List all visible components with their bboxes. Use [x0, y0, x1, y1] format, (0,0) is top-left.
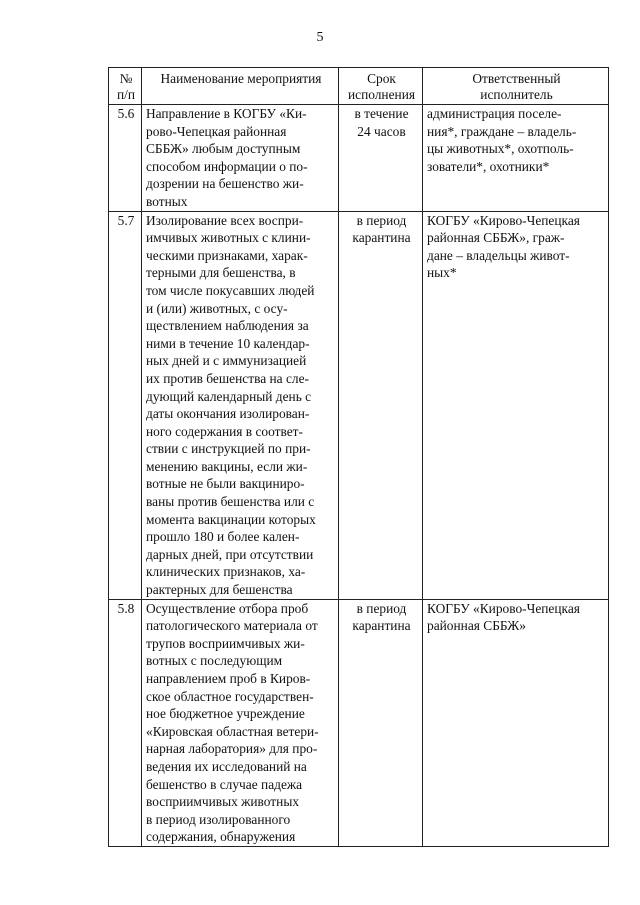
- execution-term: [339, 105, 423, 212]
- name-line: содержания, обнаружения: [146, 829, 296, 845]
- responsible-party: [423, 105, 609, 212]
- responsible-party: [423, 599, 609, 846]
- name-line: дарных дней, при отсутствии: [146, 546, 314, 562]
- name-line: дозрении на бешенство жи-: [146, 176, 304, 192]
- header-term: Срок исполнения: [339, 68, 423, 105]
- term-line: в период: [356, 600, 407, 616]
- name-line: направлением проб в Киров-: [146, 671, 311, 686]
- name-line: том числе покусавших людей: [146, 282, 315, 298]
- name-line: Направление в КОГБУ «Ки-: [146, 106, 307, 121]
- name-line: ское областное государствен-: [146, 688, 314, 704]
- name-line: нарная лаборатория» для про-: [146, 741, 318, 757]
- name-line: дующий календарный день с: [146, 388, 312, 404]
- name-line: «Кировская областная ветери-: [146, 723, 319, 739]
- table-row: [109, 211, 609, 599]
- name-line: ных дней и с иммунизацией: [146, 353, 307, 369]
- responsible-party: [423, 211, 609, 599]
- name-line: имчивых животных с клини-: [146, 230, 311, 246]
- page-number: 5: [316, 30, 324, 45]
- header-measure-name: Наименование мероприятия: [142, 68, 339, 105]
- term-line: 24 часов: [357, 123, 406, 139]
- name-line: способом информации о по-: [146, 158, 308, 174]
- name-line: бешенство в случае падежа: [146, 776, 303, 792]
- name-line: Изолирование всех воспри-: [146, 212, 304, 228]
- execution-term: [339, 599, 423, 846]
- name-line: вотных с последующим: [146, 653, 283, 669]
- table-header-row: [109, 68, 609, 105]
- name-line: ное бюджетное учреждение: [146, 706, 305, 722]
- row-number: 5.8: [109, 599, 142, 846]
- name-line: ществлением наблюдения за: [146, 318, 309, 334]
- name-line: момента вакцинации которых: [146, 511, 316, 527]
- measure-name: [142, 211, 339, 599]
- table-row: [109, 105, 609, 212]
- resp-line: зователи*, охотники*: [427, 158, 550, 174]
- resp-line: ния*, граждане – владель-: [427, 123, 577, 139]
- resp-line: цы животных*, охотполь-: [427, 141, 574, 157]
- name-line: менению вакцины, если жи-: [146, 458, 308, 474]
- term-line: в период: [356, 212, 407, 228]
- name-line: СББЖ» любым доступным: [146, 141, 301, 157]
- term-line: карантина: [352, 618, 411, 634]
- term-line: карантина: [352, 230, 411, 246]
- resp-line: ных*: [427, 265, 457, 281]
- term-line: в течение: [354, 106, 409, 121]
- measures-table: [108, 67, 609, 847]
- name-line: вотные не были вакциниро-: [146, 476, 305, 492]
- name-line: восприимчивых животных: [146, 794, 300, 810]
- name-line: ними в течение 10 календар-: [146, 335, 310, 351]
- table-row: [109, 599, 609, 846]
- row-number: 5.6: [109, 105, 142, 212]
- name-line: ствии с инструкцией по при-: [146, 441, 311, 457]
- name-line: даты окончания изолирован-: [146, 406, 310, 422]
- name-line: и (или) животных, с осу-: [146, 300, 288, 316]
- measure-name: [142, 599, 339, 846]
- resp-line: районная СББЖ», граж-: [427, 230, 565, 246]
- resp-line: КОГБУ «Кирово-Чепецкая: [427, 600, 580, 616]
- name-line: патологического материала от: [146, 618, 318, 634]
- name-line: Осуществление отбора проб: [146, 600, 309, 616]
- name-line: ведения их исследований на: [146, 758, 307, 774]
- name-line: их против бешенства на сле-: [146, 370, 309, 386]
- name-line: рактерных для бешенства: [146, 582, 293, 598]
- name-line: трупов восприимчивых жи-: [146, 635, 305, 651]
- name-line: вотных: [146, 193, 188, 209]
- header-number: № п/п: [109, 68, 142, 105]
- header-responsible: Ответственный исполнитель: [423, 68, 609, 105]
- resp-line: администрация поселе-: [427, 106, 562, 121]
- name-line: ческими признаками, харак-: [146, 247, 308, 263]
- name-line: прошло 180 и более кален-: [146, 529, 300, 545]
- execution-term: [339, 211, 423, 599]
- name-line: ного содержания в соответ-: [146, 423, 303, 439]
- name-line: терными для бешенства, в: [146, 265, 296, 281]
- resp-line: дане – владельцы живот-: [427, 247, 570, 263]
- name-line: клинических признаков, ха-: [146, 564, 306, 580]
- row-number: 5.7: [109, 211, 142, 599]
- name-line: ваны против бешенства или с: [146, 494, 315, 510]
- resp-line: районная СББЖ»: [427, 618, 526, 634]
- resp-line: КОГБУ «Кирово-Чепецкая: [427, 212, 580, 228]
- measure-name: [142, 105, 339, 212]
- name-line: в период изолированного: [146, 811, 291, 827]
- name-line: рово-Чепецкая районная: [146, 123, 287, 139]
